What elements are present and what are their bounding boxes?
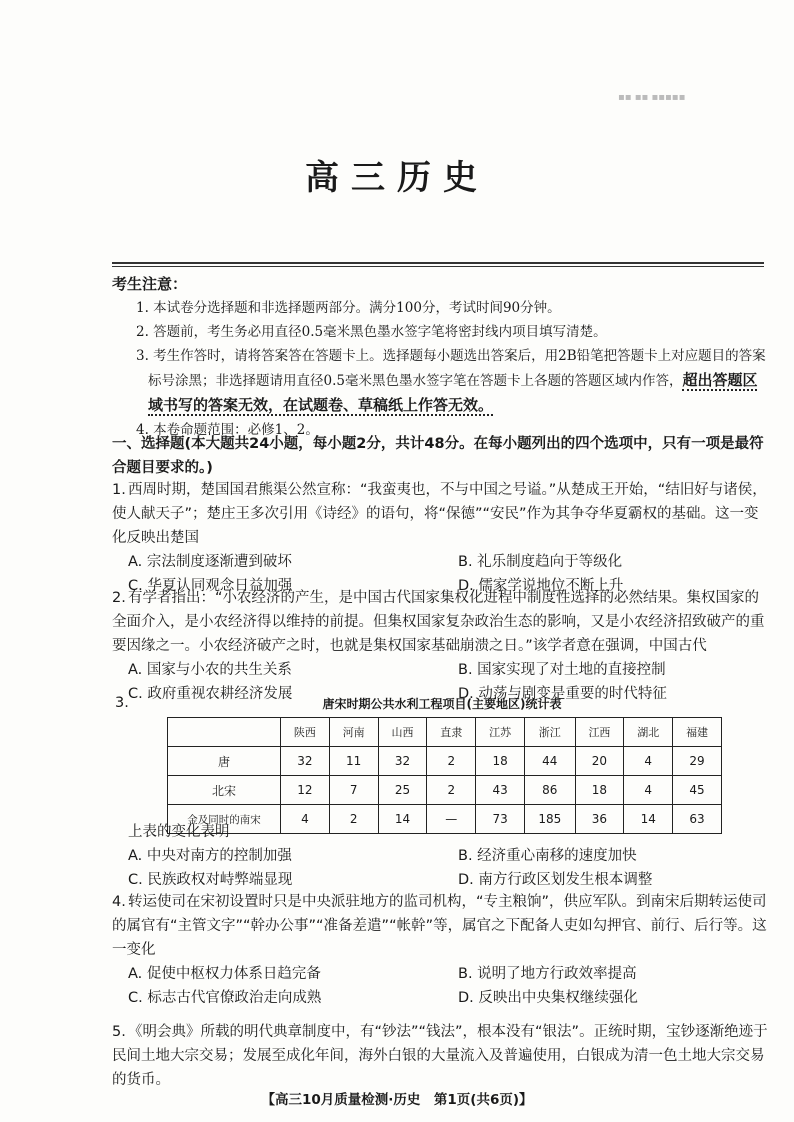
option-a: A. 宗法制度逐渐遭到破坏 — [128, 554, 292, 570]
question-3-number: 3. — [115, 695, 129, 711]
table-cell: 14 — [378, 805, 427, 834]
table-cell: 12 — [281, 776, 330, 805]
question-stem: 有学者指出：“小农经济的产生，是中国古代国家集权化进程中制度性选择的必然结果。集权国家的全面介入，是小农经济得以维持的前提。但集权国家复杂政治生态的影响，又是小农经济招致破产的重要因缘之一。小农经济破产之时，也就是集权国家基础崩溃之日。”该学者意在强调，中国古代 — [112, 590, 765, 654]
header-cell: 福建 — [673, 718, 722, 747]
table-header-row — [168, 718, 722, 747]
table-cell: 185 — [524, 805, 575, 834]
question-1 — [112, 478, 772, 598]
option-c: C. 政府重视农耕经济发展 — [128, 686, 293, 702]
option-d: D. 动荡与剧变是重要的时代特征 — [458, 686, 667, 702]
option-list — [112, 962, 772, 1010]
header-cell: 河南 — [329, 718, 378, 747]
option-c: C. 民族政权对峙弊端显现 — [128, 872, 293, 888]
option-c: C. 标志古代官僚政治走向成熟 — [128, 990, 322, 1006]
table-cell: 73 — [476, 805, 525, 834]
header-cell: 江苏 — [476, 718, 525, 747]
table-cell: 36 — [575, 805, 624, 834]
table-cell: 20 — [575, 747, 624, 776]
table-cell: 2 — [427, 747, 476, 776]
page-footer: 【高三10月质量检测·历史 第1页(共6页)】 — [261, 1092, 533, 1108]
header-cell: 湖北 — [624, 718, 673, 747]
option-list — [112, 844, 772, 892]
table-cell: 43 — [476, 776, 525, 805]
row-label: 北宋 — [168, 776, 281, 805]
table-cell: 4 — [624, 747, 673, 776]
title-rule-thin — [112, 266, 764, 267]
option-b: B. 国家实现了对土地的直接控制 — [458, 662, 666, 678]
table-cell: 86 — [524, 776, 575, 805]
option-a: A. 中央对南方的控制加强 — [128, 848, 292, 864]
option-c: C. 华夏认同观念日益加强 — [128, 578, 293, 594]
table-cell: 18 — [575, 776, 624, 805]
row-label: 唐 — [168, 747, 281, 776]
table-caption: 唐宋时期公共水利工程项目(主要地区)统计表 — [322, 697, 562, 711]
notice-item-3 — [112, 344, 772, 418]
table-row — [168, 776, 722, 805]
option-a: A. 促使中枢权力体系日趋完备 — [128, 966, 321, 982]
notice-heading: 考生注意： — [112, 275, 188, 293]
table-cell: 25 — [378, 776, 427, 805]
option-b: B. 经济重心南移的速度加快 — [458, 848, 637, 864]
table-cell: 44 — [524, 747, 575, 776]
option-d: D. 儒家学说地位不断上升 — [458, 578, 624, 594]
header-cell: 江西 — [575, 718, 624, 747]
notice-item-2: 2. 答题前，考生务必用直径0.5毫米黑色墨水签字笔将密封线内项目填写清楚。 — [136, 324, 607, 340]
notice-item-4: 4. 本卷命题范围：必修1、2。 — [136, 422, 319, 438]
table-cell: 7 — [329, 776, 378, 805]
notice-item-1: 1. 本试卷分选择题和非选择题两部分。满分100分，考试时间90分钟。 — [136, 300, 561, 316]
question-number: 5. — [112, 1024, 126, 1040]
option-b: B. 说明了地方行政效率提高 — [458, 966, 637, 982]
table-cell: 2 — [329, 805, 378, 834]
option-d: D. 南方行政区划发生根本调整 — [458, 872, 653, 888]
table-row — [168, 747, 722, 776]
question-5 — [112, 1020, 772, 1092]
section-heading: 一、选择题(本大题共24小题，每小题2分，共计48分。在每小题列出的四个选项中，只有一项是最符合题目要求的。) — [112, 436, 764, 476]
option-a: A. 国家与小农的共生关系 — [128, 662, 292, 678]
exam-notice — [112, 272, 772, 442]
header-cell — [168, 718, 281, 747]
question-4 — [112, 890, 772, 1010]
table-cell: 32 — [281, 747, 330, 776]
question-3 — [112, 820, 772, 892]
header-cell: 陕西 — [281, 718, 330, 747]
water-projects-table — [167, 717, 722, 834]
table-cell: 11 — [329, 747, 378, 776]
title-rule — [112, 262, 764, 264]
header-cell: 直隶 — [427, 718, 476, 747]
option-d: D. 反映出中央集权继续强化 — [458, 990, 638, 1006]
bleed-through-text: ▪▪ ▪▪ ▪▪▪▪▪ — [618, 92, 686, 103]
table-cell: 18 — [476, 747, 525, 776]
notice-item-3-emphasis: 超出答题区域书写的答案无效，在试题卷、草稿纸上作答无效。 — [148, 371, 758, 414]
header-cell: 浙江 — [524, 718, 575, 747]
header-cell: 山西 — [378, 718, 427, 747]
question-stem: 《明会典》所载的明代典章制度中，有“钞法”“钱法”，根本没有“银法”。正统时期，宝钞逐渐绝迹于民间土地大宗交易；发展至成化年间，海外白银的大量流入及普遍使用，白银成为清一色土地大宗交易的货币。 — [112, 1024, 768, 1088]
table-cell: 2 — [427, 776, 476, 805]
table-cell: 4 — [281, 805, 330, 834]
question-number: 1. — [112, 482, 126, 498]
question-number: 2. — [112, 590, 126, 606]
notice-item-3-text: 3. 考生作答时，请将答案答在答题卡上。选择题每小题选出答案后，用2B铅笔把答题卡上对应题目的答案标号涂黑；非选择题请用直径0.5毫米黑色墨水签字笔在答题卡上各题的答题区域内作答， — [136, 348, 766, 389]
row-label: 金及同时的南宋 — [168, 805, 281, 834]
table-cell: 32 — [378, 747, 427, 776]
question-stem: 转运使司在宋初设置时只是中央派驻地方的监司机构，“专主粮饷”，供应军队。到南宋后期转运使司的属官有“主管文字”“幹办公事”“准备差遣”“帐幹”等，属官之下配备人吏如勾押官、前行、后行等。这一变化 — [112, 894, 767, 958]
question-stem: 西周时期，楚国国君熊渠公然宣称：“我蛮夷也，不与中国之号谥。”从楚成王开始，“结旧好与诸侯，使人献天子”；楚庄王多次引用《诗经》的语句，将“保德”“安民”作为其争夺华夏霸权的基础。这一变化反映出楚国 — [112, 482, 767, 546]
option-b: B. 礼乐制度趋向于等级化 — [458, 554, 623, 570]
exam-title: 高三历史 — [305, 158, 489, 198]
question-stem: 上表的变化表明 — [128, 824, 230, 840]
table-cell: 14 — [624, 805, 673, 834]
question-number: 4. — [112, 894, 126, 910]
question-2 — [112, 586, 772, 706]
table-cell: 63 — [673, 805, 722, 834]
table-cell: — — [427, 805, 476, 834]
table-cell: 4 — [624, 776, 673, 805]
table-cell: 29 — [673, 747, 722, 776]
table-cell: 45 — [673, 776, 722, 805]
